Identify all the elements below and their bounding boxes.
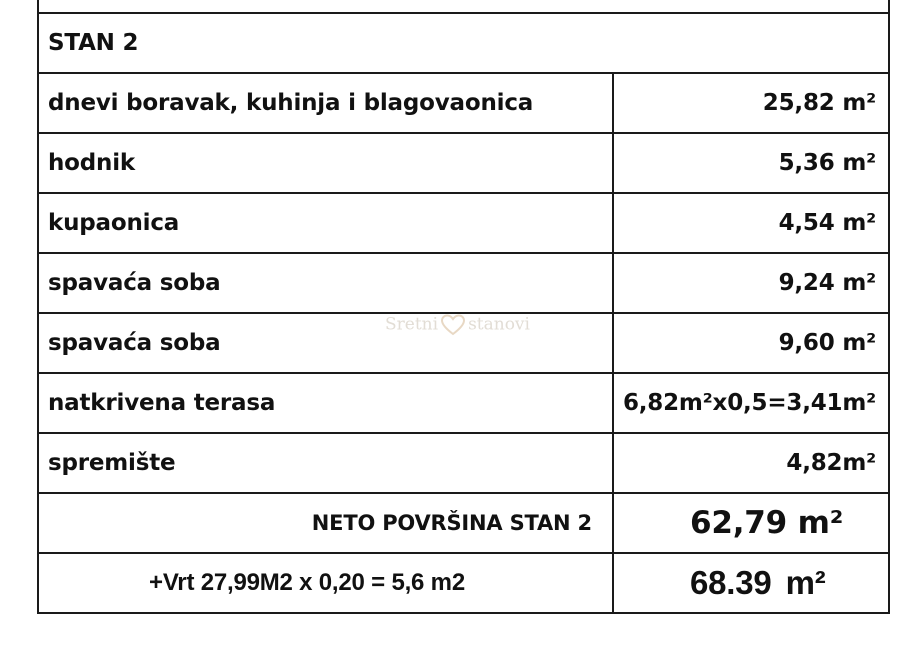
table-row bbox=[38, 253, 889, 313]
room-area: 9,24 m² bbox=[613, 253, 889, 313]
garden-row bbox=[38, 553, 889, 613]
room-name: spavaća soba bbox=[38, 313, 613, 373]
table-top-stub-row bbox=[38, 0, 889, 13]
room-name: dnevi boravak, kuhinja i blagovaonica bbox=[38, 73, 613, 133]
table-row bbox=[38, 373, 889, 433]
apartment-area-table bbox=[37, 0, 890, 614]
net-area-label: NETO POVRŠINA STAN 2 bbox=[38, 493, 613, 553]
heart-logo-icon bbox=[440, 314, 466, 336]
room-name: kupaonica bbox=[38, 193, 613, 253]
room-area: 4,54 m² bbox=[613, 193, 889, 253]
room-area: 6,82m²x0,5=3,41m² bbox=[613, 373, 889, 433]
room-area: 4,82m² bbox=[613, 433, 889, 493]
watermark bbox=[385, 314, 530, 336]
garden-total-value: 68.39 bbox=[689, 564, 772, 601]
table-row bbox=[38, 133, 889, 193]
table-row bbox=[38, 433, 889, 493]
watermark-right-text: stanovi bbox=[468, 314, 530, 335]
table-top-stub-cell bbox=[38, 0, 889, 13]
room-name: spavaća soba bbox=[38, 253, 613, 313]
room-area: 5,36 m² bbox=[613, 133, 889, 193]
heading-row bbox=[38, 13, 889, 73]
garden-total-unit: m² bbox=[785, 564, 826, 601]
net-area-value: 62,79 m² bbox=[613, 493, 889, 553]
apartment-heading: STAN 2 bbox=[38, 13, 889, 73]
room-name: natkrivena terasa bbox=[38, 373, 613, 433]
garden-total-cell bbox=[613, 553, 889, 613]
room-area: 25,82 m² bbox=[613, 73, 889, 133]
room-name: spremište bbox=[38, 433, 613, 493]
net-area-row bbox=[38, 493, 889, 553]
room-name: hodnik bbox=[38, 133, 613, 193]
watermark-left-text: Sretni bbox=[385, 314, 439, 335]
room-area: 9,60 m² bbox=[613, 313, 889, 373]
garden-label: +Vrt 27,99M2 x 0,20 = 5,6 m2 bbox=[38, 553, 613, 613]
table-row bbox=[38, 73, 889, 133]
table-row bbox=[38, 193, 889, 253]
